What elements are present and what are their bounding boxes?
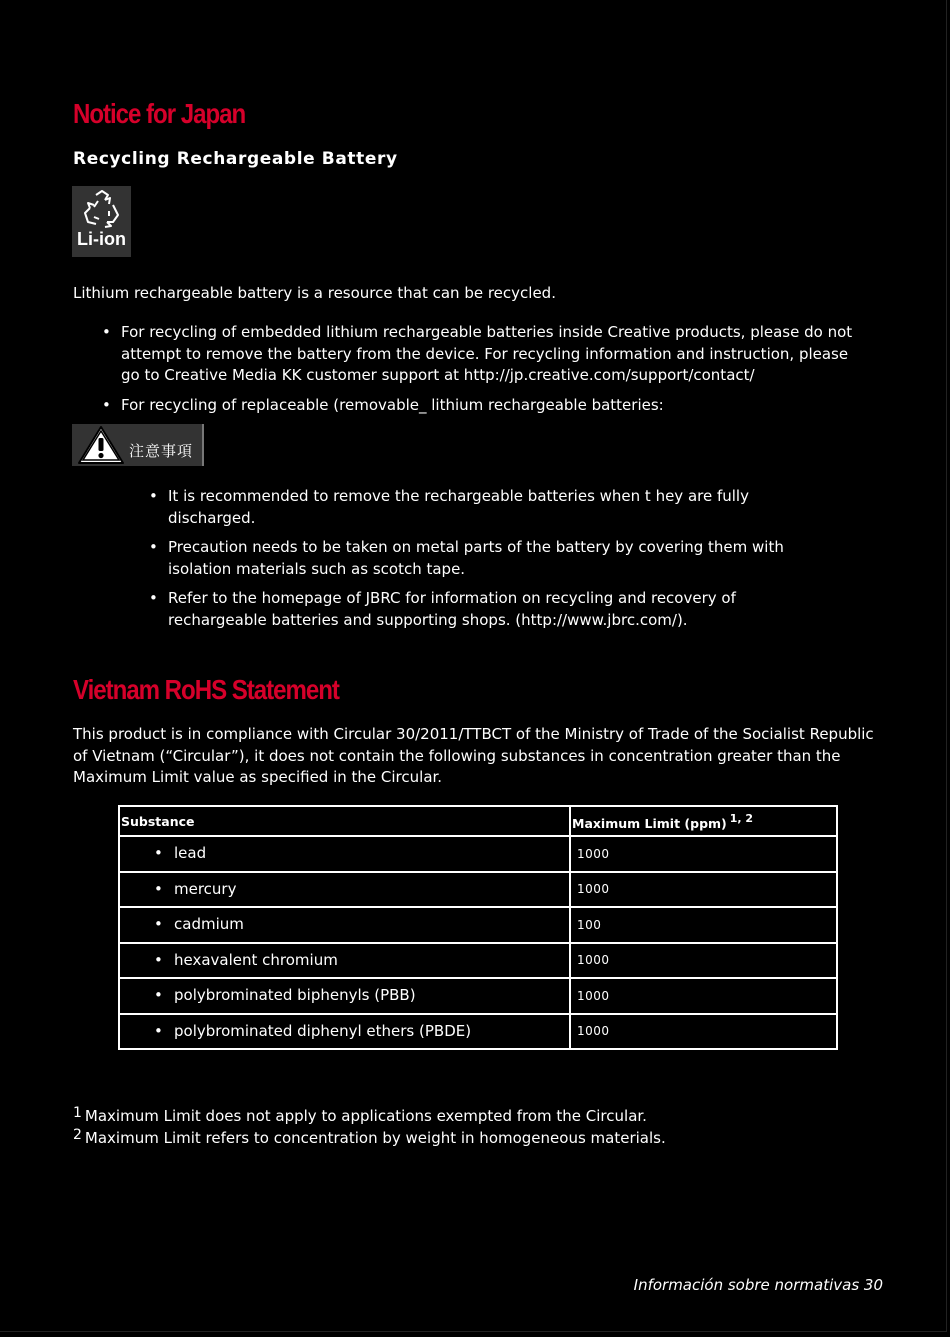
japan-title: Notice for Japan [73,98,246,129]
substance-cell: cadmium [174,915,244,933]
bullet-icon: • [102,323,111,341]
limit-cell: 1000 [570,1014,837,1050]
limit-cell: 1000 [570,943,837,979]
japan-intro: Lithium rechargeable battery is a resource that can be recycled. [73,284,556,302]
substance-cell: lead [174,844,207,862]
table-row [119,978,837,1014]
footnote-mark: 1 [73,1105,82,1121]
table-row [119,872,837,908]
substance-cell: hexavalent chromium [174,950,338,969]
header-footnote-marks: 1, 2 [729,811,754,825]
limit-header: Maximum Limit (ppm) $^{1, 2}$ [570,806,837,836]
bullet-icon: • [154,879,163,898]
footnote: $^2$ Maximum Limit refers to concentration by weight in homogeneous materials. [73,1127,666,1147]
footnote: $^1$ Maximum Limit does not apply to applications exempted from the Circular. [73,1105,647,1125]
limit-cell: 1000 [570,836,837,872]
table-row [119,1014,837,1050]
japan-subtitle: Recycling Rechargeable Battery [73,149,398,169]
bullet-icon: • [154,986,163,1004]
substance-cell: polybrominated biphenyls (PBB) [174,986,416,1004]
bullet-icon: • [149,538,158,556]
substance-cell: polybrominated diphenyl ethers (PBDE) [174,1021,472,1040]
page-footer: Información sobre normativas 30 [633,1276,883,1294]
table-row [119,907,837,943]
recycle-li-ion-badge [72,186,131,257]
bullet-icon: • [149,589,158,607]
limit-cell: 100 [570,907,837,943]
list-item: • For recycling of embedded lithium rechargeable batteries inside Creative products, please do not attempt to remove the battery from the device. For recycling information and instruction, please go to Creative Media KK customer support at http://jp.creative.com/support/contact/ [102,323,853,384]
recycle-icon [82,189,122,231]
bullet-icon: • [154,844,163,862]
table-row [119,943,837,979]
bullet-icon: • [102,396,111,414]
limit-cell: 1000 [570,978,837,1014]
bullet-icon: • [154,915,163,933]
list-item: • For recycling of replaceable (removable_ lithium rechargeable batteries: [121,395,866,417]
vietnam-intro: This product is in compliance with Circular 30/2011/TTBCT of the Ministry of Trade of the Socialist Republic of Vietnam (“Circular”), it does not contain the following substances in concentration greater than the Maximum Limit value as specified in the Circular. [73,725,874,786]
bullet-icon: • [154,950,163,969]
list-item: • Precaution needs to be taken on metal parts of the battery by covering them with isolation materials such as scotch tape. [149,538,784,578]
warning-icon [77,425,125,465]
substance-header: Substance [119,806,570,836]
caution-badge [72,424,204,466]
list-item: • Refer to the homepage of JBRC for information on recycling and recovery of rechargeable batteries and supporting shops. (http://www.jbrc.com/). [149,589,736,629]
substance-table [118,805,838,1050]
substance-cell: mercury [174,879,237,898]
limit-cell: 1000 [570,872,837,908]
list-item: • It is recommended to remove the rechargeable batteries when t hey are fully discharged. [149,487,749,527]
caution-label: 注意事項 [129,441,194,460]
li-ion-label: Li-ion [77,229,126,249]
bullet-icon: • [154,1021,163,1040]
bullet-icon: • [149,487,158,505]
footnote-mark: 2 [73,1127,82,1143]
table-row [119,836,837,872]
vietnam-title: Vietnam RoHS Statement [73,674,339,705]
table-header-row [119,806,837,836]
